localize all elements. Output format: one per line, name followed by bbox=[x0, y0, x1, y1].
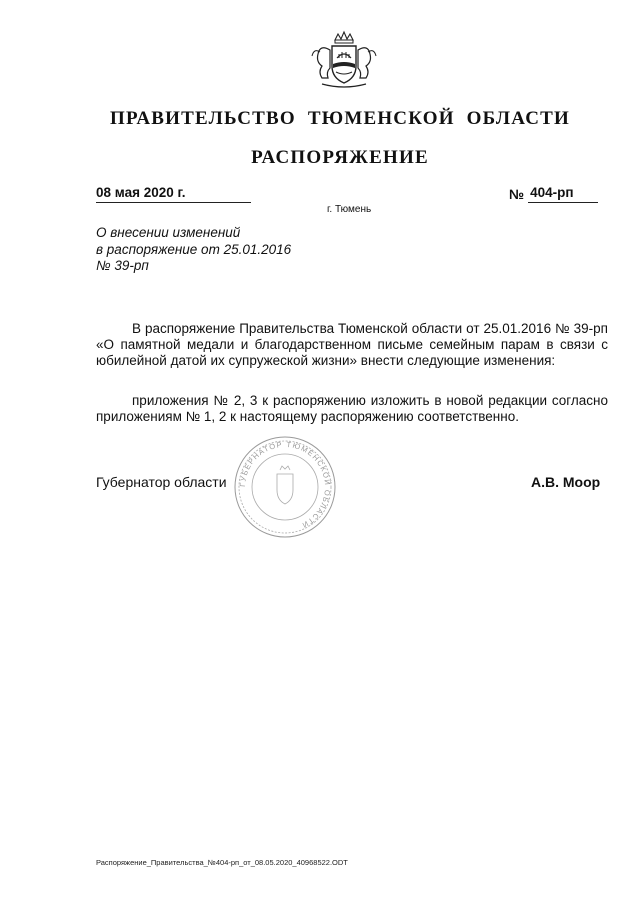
footer-filename: Распоряжение_Правительства_№404-рп_от_08.05.2020_40968522.ODT bbox=[96, 858, 348, 867]
official-seal-stamp bbox=[232, 434, 338, 540]
document-type-heading: РАСПОРЯЖЕНИЕ bbox=[251, 147, 429, 168]
subject-line: в распоряжение от 25.01.2016 bbox=[96, 241, 292, 257]
government-title: ПРАВИТЕЛЬСТВО ТЮМЕНСКОЙ ОБЛАСТИ bbox=[109, 108, 571, 129]
subject-line: О внесении изменений bbox=[96, 225, 241, 240]
seal-text: ГУБЕРНАТОР ТЮМЕНСКОЙ ОБЛАСТИ bbox=[237, 439, 333, 531]
subject-line: № 39-рп bbox=[96, 258, 149, 273]
tyumen-region-coat-of-arms-icon bbox=[308, 30, 380, 92]
document-number bbox=[509, 185, 598, 203]
document-subject bbox=[96, 225, 291, 275]
city-label: г. Тюмень bbox=[327, 204, 372, 215]
signer-position: Губернатор области bbox=[96, 474, 227, 490]
number-sign: № bbox=[509, 187, 525, 202]
number-value: 404-рп bbox=[528, 185, 598, 203]
body-paragraph: В распоряжение Правительства Тюменской области от 25.01.2016 № 39-рп «О памятной медали и благодарственном письме семейным парам в связи с юбилейной датой их супружеской жизни» внести следующие изменения: bbox=[96, 321, 608, 369]
signer-name: А.В. Моор bbox=[531, 474, 601, 490]
body-paragraph: приложения № 2, 3 к распоряжению изложить в новой редакции согласно приложениям № 1, 2 к настоящему распоряжению соответственно. bbox=[96, 393, 608, 425]
document-date: 08 мая 2020 г. bbox=[96, 185, 251, 203]
